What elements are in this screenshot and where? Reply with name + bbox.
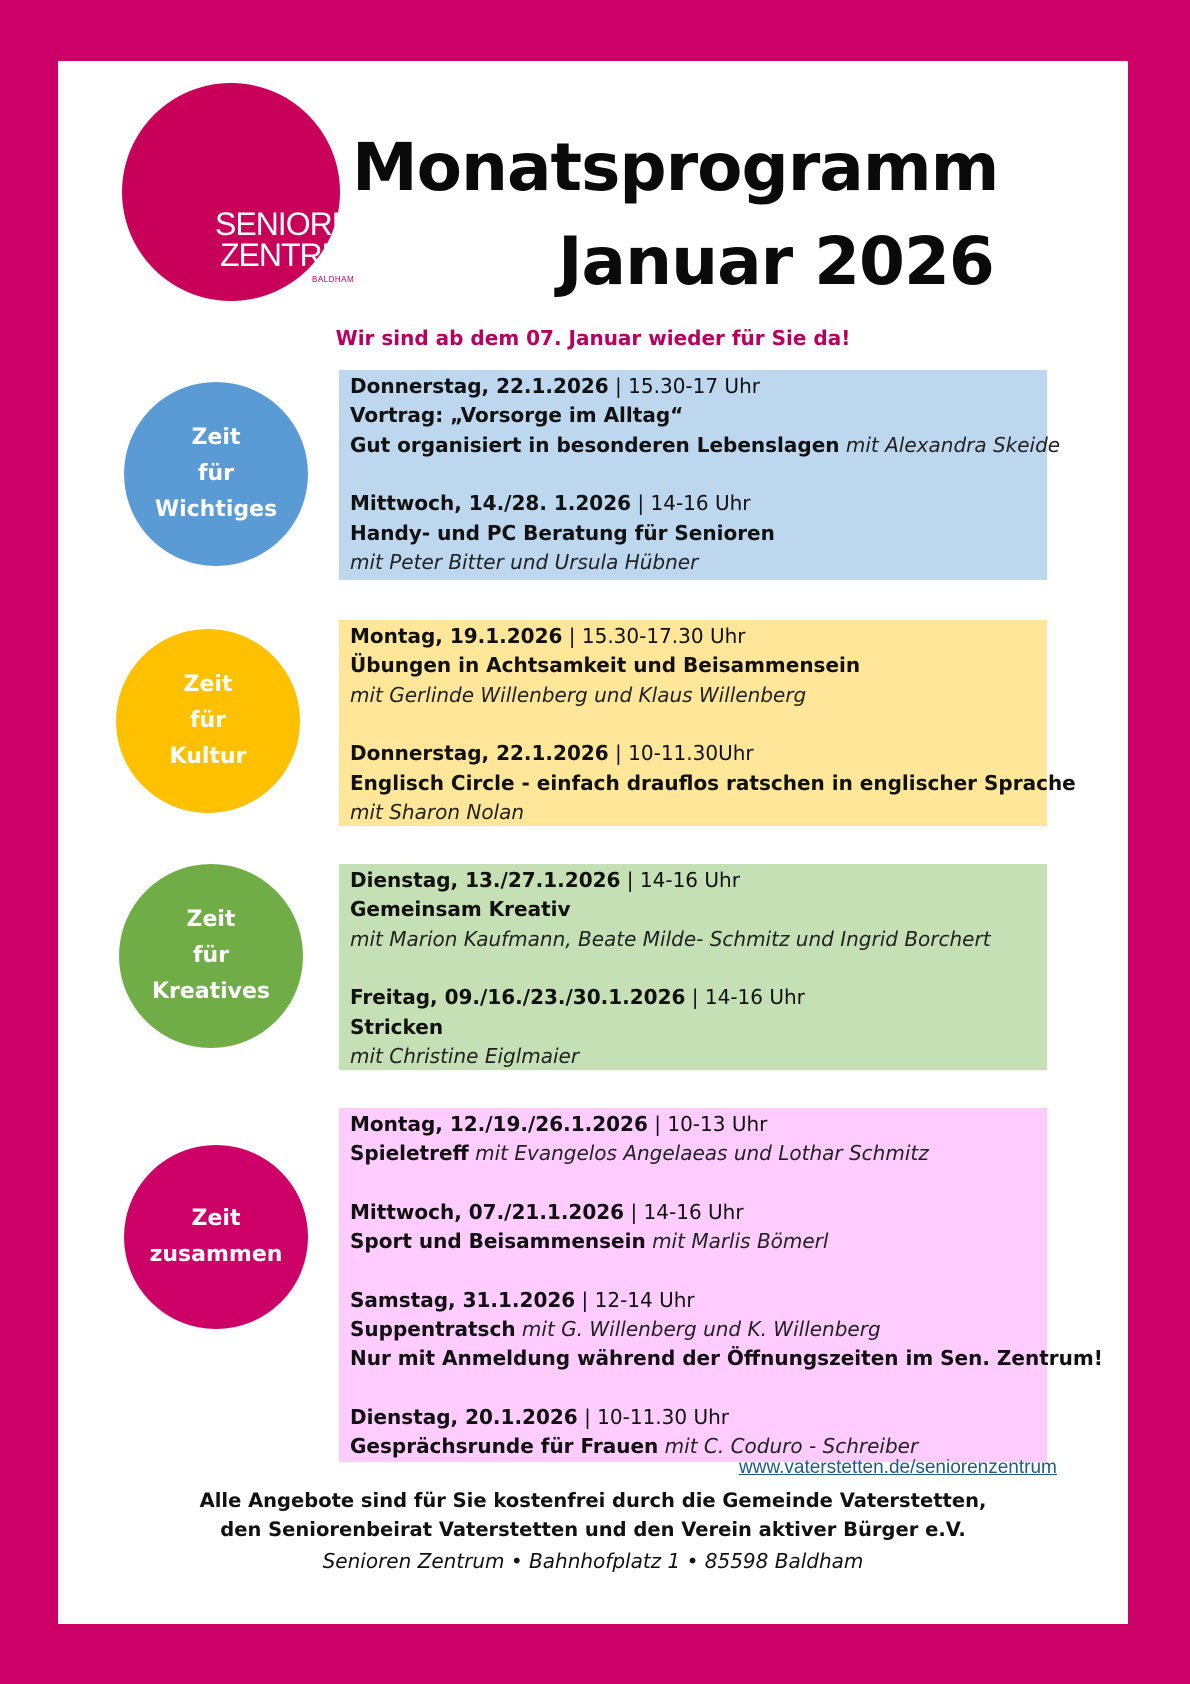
event-date: Freitag, 09./16./23./30.1.2026 <box>350 985 686 1010</box>
event-box <box>339 370 1061 580</box>
event-header <box>350 866 1036 895</box>
event-host: mit Marion Kaufmann, Beate Milde- Schmitz und Ingrid Borchert <box>350 926 991 951</box>
category-label-line: Kreatives <box>151 979 271 1004</box>
event-host: mit Alexandra Skeide <box>845 432 1061 457</box>
event-detail <box>350 798 1036 827</box>
event-title: Vortrag: „Vorsorge im Alltag“ <box>350 403 684 428</box>
event-detail <box>350 651 1036 680</box>
event-title: Handy- und PC Beratung für Senioren <box>350 520 775 545</box>
separator: | <box>577 1404 598 1429</box>
separator: | <box>608 374 629 398</box>
category-circle <box>116 629 300 813</box>
event-date: Samstag, 31.1.2026 <box>350 1287 576 1312</box>
event-header <box>350 1286 1036 1315</box>
event-date: Donnerstag, 22.1.2026 <box>350 741 609 766</box>
event-time: 14-16 Uhr <box>704 985 805 1010</box>
event-title: Gut organisiert in besonderen Lebenslagen <box>350 432 840 457</box>
event-box <box>339 864 1047 1070</box>
event-date: Montag, 19.1.2026 <box>350 624 563 648</box>
event-host: mit G. Willenberg und K. Willenberg <box>521 1317 881 1342</box>
logo-place: BALDHAM <box>312 275 355 284</box>
event-detail <box>350 1013 1036 1042</box>
event-title: Englisch Circle - einfach drauflos ratschen in englischer Sprache <box>350 770 1076 795</box>
funding-note-line1: Alle Angebote sind für Sie kostenfrei durch die Gemeinde Vaterstetten, <box>199 1489 987 1512</box>
event-detail <box>350 401 1036 430</box>
event-header <box>350 489 1036 518</box>
event-host: mit C. Coduro - Schreiber <box>664 1434 919 1459</box>
event-detail <box>350 1315 1036 1344</box>
event-host: mit Sharon Nolan <box>350 800 525 825</box>
website-link[interactable]: www.vaterstetten.de/seniorenzentrum <box>739 1457 1057 1478</box>
category-circle <box>124 1145 308 1329</box>
event-title: Sport und Beisammensein <box>350 1229 646 1254</box>
category-label-line: Zeit <box>191 1206 241 1231</box>
event-detail <box>350 1139 1036 1168</box>
event-date: Montag, 12./19./26.1.2026 <box>350 1112 648 1136</box>
event-title: Gesprächsrunde für Frauen <box>350 1434 659 1459</box>
event-detail <box>350 431 1061 460</box>
address: Senioren Zentrum • Bahnhofplatz 1 • 85598 Baldham <box>322 1549 864 1573</box>
event-time: 12-14 Uhr <box>594 1287 695 1312</box>
event-detail <box>350 925 1036 954</box>
event-detail <box>350 681 1036 710</box>
event-header <box>350 739 1036 768</box>
category-label-line: für <box>197 461 235 486</box>
event-box <box>339 1108 1103 1462</box>
event-time: 10-13 Uhr <box>667 1112 768 1136</box>
funding-note <box>58 1486 1128 1544</box>
separator: | <box>575 1287 595 1312</box>
event-host: mit Christine Eiglmaier <box>350 1044 580 1069</box>
event-title: Gemeinsam Kreativ <box>350 897 571 922</box>
event-box <box>339 620 1076 826</box>
event-date: Dienstag, 13./27.1.2026 <box>350 868 621 892</box>
event-time: 14-16 Uhr <box>643 1199 744 1224</box>
category-label-line: für <box>189 708 227 733</box>
title-line1: Monatsprogramm <box>352 129 999 206</box>
logo-text-line2: ZENTRUM <box>220 237 370 273</box>
event-header <box>350 1198 1036 1227</box>
event-title: Stricken <box>350 1014 444 1039</box>
event-host: mit Gerlinde Willenberg und Klaus Willenberg <box>350 682 807 707</box>
event-time: 15.30-17.30 Uhr <box>581 624 746 648</box>
event-detail <box>350 769 1076 798</box>
event-host: mit Marlis Bömerl <box>652 1229 829 1254</box>
event-time: 15.30-17 Uhr <box>628 374 760 398</box>
event-host: mit Evangelos Angelaeas und Lothar Schmitz <box>475 1141 929 1166</box>
category-label-line: Wichtiges <box>154 497 278 522</box>
event-host: mit Peter Bitter und Ursula Hübner <box>350 550 699 575</box>
event-header <box>350 1110 1036 1139</box>
event-detail <box>350 519 1036 548</box>
event-time: 14-16 Uhr <box>650 491 751 516</box>
reopening-notice: Wir sind ab dem 07. Januar wieder für Sie da! <box>335 326 851 350</box>
separator: | <box>608 741 629 766</box>
event-date: Mittwoch, 14./28. 1.2026 <box>350 491 632 516</box>
logo-text-line1: SENIOREN <box>215 206 375 242</box>
separator: | <box>620 868 640 892</box>
category-label-line: zusammen <box>149 1242 283 1267</box>
title-line2: Januar 2026 <box>558 223 994 300</box>
page-title <box>352 121 1052 309</box>
category-circle <box>124 382 308 566</box>
program-page <box>58 61 1128 1624</box>
event-detail <box>350 895 1036 924</box>
separator: | <box>647 1112 668 1136</box>
event-header <box>350 1403 1036 1432</box>
event-date: Mittwoch, 07./21.1.2026 <box>350 1199 625 1224</box>
event-title: Suppentratsch <box>350 1317 516 1342</box>
event-title: Spieletreff <box>350 1141 469 1166</box>
category-label-line: Kultur <box>169 744 247 769</box>
category-label-line: für <box>192 943 230 968</box>
event-detail <box>350 1344 1103 1373</box>
event-header <box>350 983 1036 1012</box>
category-label-line: Zeit <box>186 907 236 932</box>
event-detail <box>350 1042 1036 1071</box>
separator: | <box>631 491 651 516</box>
event-time: 10-11.30Uhr <box>628 741 754 766</box>
event-header <box>350 622 1036 651</box>
event-date: Dienstag, 20.1.2026 <box>350 1404 578 1429</box>
event-header <box>350 372 1036 401</box>
event-title: Nur mit Anmeldung während der Öffnungszeiten im Sen. Zentrum! <box>350 1346 1103 1371</box>
separator: | <box>562 624 582 648</box>
event-detail <box>350 548 1036 577</box>
event-title: Übungen in Achtsamkeit und Beisammensein <box>350 653 861 678</box>
category-label-line: Zeit <box>191 425 241 450</box>
category-circle <box>119 864 303 1048</box>
event-detail <box>350 1227 1036 1256</box>
category-label-line: Zeit <box>183 672 233 697</box>
funding-note-line2: den Seniorenbeirat Vaterstetten und den Verein aktiver Bürger e.V. <box>220 1518 966 1541</box>
separator: | <box>624 1199 644 1224</box>
event-time: 14-16 Uhr <box>639 868 740 892</box>
separator: | <box>685 985 705 1010</box>
event-date: Donnerstag, 22.1.2026 <box>350 374 609 398</box>
event-time: 10-11.30 Uhr <box>597 1404 729 1429</box>
